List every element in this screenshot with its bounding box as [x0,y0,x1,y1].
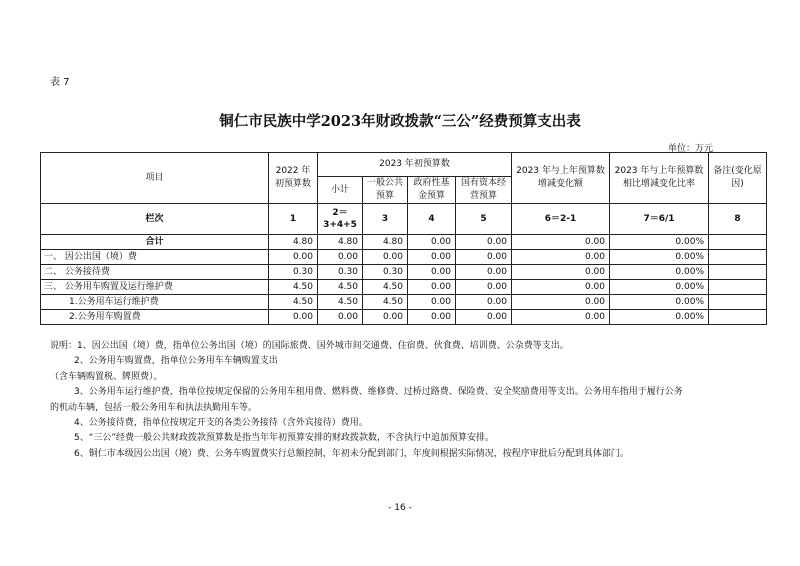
header-general-public: 一般公共预算 [363,177,408,204]
cell-change-ratio: 0.00% [610,280,709,295]
header-change-amount: 2023 年与上年预算数增减变化额 [512,153,610,204]
cell-remark [709,295,767,310]
cell-gov-fund: 0.00 [408,250,456,265]
cell-gov-fund: 0.00 [408,280,456,295]
cell-change-ratio: 0.00% [610,265,709,280]
note-line: 3、公务用车运行维护费，指单位按规定保留的公务用车租用费、燃料费、维修费、过桥过路费、保险费、安全奖励费用等支出。公务用车指用于履行公务 [74,387,683,398]
cell-general-public: 4.50 [363,295,408,310]
cell-change-amount: 0.00 [512,310,610,325]
column-number-row [41,204,767,235]
cell-gov-fund: 0.00 [408,265,456,280]
cell-general-public: 4.50 [363,280,408,295]
cell-gov-fund: 0.00 [408,295,456,310]
row-label: 三、 公务用车购置及运行维护费 [41,280,269,295]
cell-prev-budget: 4.50 [269,280,318,295]
cell-prev-budget: 0.30 [269,265,318,280]
cell-change-ratio: 0.00% [610,235,709,250]
page-number: - 16 - [388,503,412,513]
column-number: 3 [363,204,408,235]
column-number: 1 [269,204,318,235]
cell-state-capital: 0.00 [456,265,512,280]
cell-remark [709,310,767,325]
header-item: 项目 [41,153,269,204]
header-prev-budget: 2022 年初预算数 [269,153,318,204]
table-row [41,295,767,310]
note-line: 5、“三公”经费一般公共财政拨款预算数是指当年年初预算安排的财政拨款数，不含执行中追加预算安排。 [74,433,495,444]
unit-label: 单位：万元 [668,144,714,154]
cell-general-public: 0.00 [363,310,408,325]
row-label: 一、 因公出国（境）费 [41,250,269,265]
note-line: 说明：1、因公出国（境）费，指单位公务出国（境）的国际旅费、国外城市间交通费、住宿费、伙食费、培训费、公杂费等支出。 [50,341,569,351]
cell-state-capital: 0.00 [456,310,512,325]
cell-change-amount: 0.00 [512,295,610,310]
cell-general-public: 0.30 [363,265,408,280]
page-title: 铜仁市民族中学2023年财政拨款“三公”经费预算支出表 [219,113,581,130]
cell-change-ratio: 0.00% [610,295,709,310]
row-label: 合计 [41,235,269,250]
cell-remark [709,280,767,295]
cell-general-public: 4.80 [363,235,408,250]
header-state-capital: 国有资本经营预算 [456,177,512,204]
column-number: 6＝2-1 [512,204,610,235]
table-label: 表 7 [50,77,70,88]
cell-remark [709,235,767,250]
table-row [41,310,767,325]
row-label: 1.公务用车运行维护费 [41,295,269,310]
cell-state-capital: 0.00 [456,250,512,265]
cell-subtotal: 4.80 [318,235,363,250]
column-number-label: 栏次 [41,204,269,235]
cell-change-ratio: 0.00% [610,250,709,265]
cell-change-ratio: 0.00% [610,310,709,325]
cell-gov-fund: 0.00 [408,235,456,250]
budget-table [40,152,767,325]
header-gov-fund: 政府性基金预算 [408,177,456,204]
cell-gov-fund: 0.00 [408,310,456,325]
row-label: 二、 公务接待费 [41,265,269,280]
column-number: 4 [408,204,456,235]
cell-remark [709,250,767,265]
note-line: 的机动车辆，包括一般公务用车和执法执勤用车等。 [50,402,258,413]
table-row [41,265,767,280]
cell-subtotal: 0.00 [318,310,363,325]
cell-change-amount: 0.00 [512,265,610,280]
table-row-total [41,235,767,250]
note-line: 6、铜仁市本级因公出国（境）费、公务车购置费实行总额控制，年初未分配到部门，年度间根据实际情况，按程序审批后分配到具体部门。 [74,448,629,459]
row-label: 2.公务用车购置费 [41,310,269,325]
column-number: 2＝3+4+5 [318,204,363,235]
column-number: 8 [709,204,767,235]
cell-subtotal: 0.00 [318,250,363,265]
cell-state-capital: 0.00 [456,295,512,310]
cell-subtotal: 0.30 [318,265,363,280]
header-change-ratio: 2023 年与上年预算数相比增减变化比率 [610,153,709,204]
cell-prev-budget: 0.00 [269,250,318,265]
table-row [41,250,767,265]
cell-subtotal: 4.50 [318,295,363,310]
header-subtotal: 小计 [318,177,363,204]
cell-change-amount: 0.00 [512,280,610,295]
cell-state-capital: 0.00 [456,235,512,250]
note-line: 2、公务用车购置费，指单位公务用车车辆购置支出 [74,356,278,367]
table-row [41,280,767,295]
column-number: 5 [456,204,512,235]
cell-remark [709,265,767,280]
cell-prev-budget: 0.00 [269,310,318,325]
cell-subtotal: 4.50 [318,280,363,295]
column-number: 7＝6/1 [610,204,709,235]
cell-general-public: 0.00 [363,250,408,265]
header-remark: 备注(变化原因) [709,153,767,204]
note-line: （含车辆购置税、牌照费）。 [50,371,163,382]
cell-state-capital: 0.00 [456,280,512,295]
cell-change-amount: 0.00 [512,235,610,250]
cell-prev-budget: 4.50 [269,295,318,310]
notes-section [50,339,770,462]
cell-prev-budget: 4.80 [269,235,318,250]
cell-change-amount: 0.00 [512,250,610,265]
header-budget-2023: 2023 年初预算数 [318,153,512,177]
note-line: 4、公务接待费，指单位按规定开支的各类公务接待（含外宾接待）费用。 [74,418,368,429]
